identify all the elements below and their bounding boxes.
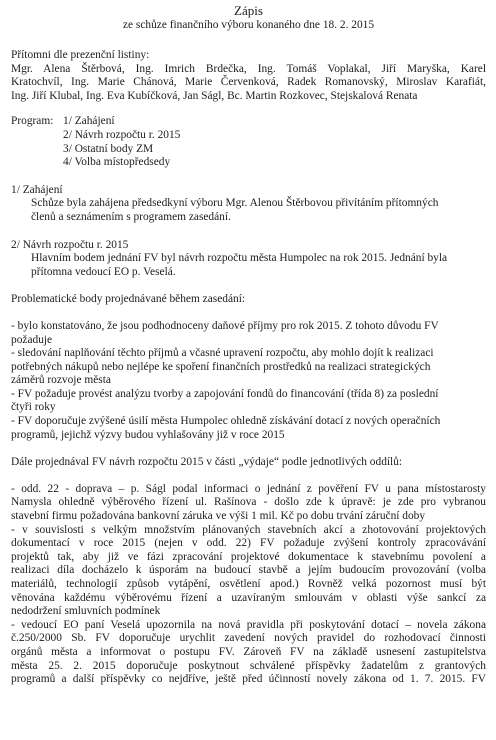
program-item: 3/ Ostatní body ZM <box>63 142 154 155</box>
section-heading: Problematické body projednávané během zasedání: <box>11 293 246 306</box>
further-line: materiálů, technologií způsob vytápění, osvětlení apod.) Rovněž velká pozornost musí být <box>11 578 486 590</box>
attendance-section <box>11 49 486 103</box>
problem-line: - FV doporučuje zvýšené úsilí města Humpolec ohledně získávání dotací z nových operačních <box>11 415 441 428</box>
further-line: - odd. 22 - doprava – p. Ságl podal informaci o jednání z pověření FV u pana místostarosty <box>11 482 486 495</box>
section-opening <box>11 184 486 225</box>
attendance-line: Kratochvíl, Ing. Marie Chánová, Marie Červenková, Radek Romanovský, Miroslav Karafiát, <box>11 76 486 89</box>
attendance-line: Ing. Jiří Klubal, Ing. Eva Kubíčková, Jan Ságl, Bc. Martin Rozkovec, Stejskalová Renata <box>11 89 418 102</box>
section-line: Hlavním bodem jednání FV byl návrh rozpočtu města Humpolec na rok 2015. Jednání byla <box>31 252 448 265</box>
problem-line: čtyři roky <box>11 401 56 414</box>
problem-line: požaduje <box>11 333 53 346</box>
further-line: realizaci díla docházelo k úsporám na budoucí stavbě a jejím budoucím provozování (volba <box>11 564 486 577</box>
further-line: dokumentací v roce 2015 (nejen v odd. 22) FV požaduje zvýšení kontroly zpracovávání <box>11 537 486 550</box>
problem-line: - bylo konstatováno, že jsou podhodnoceny daňové příjmy pro rok 2015. Z tohoto důvodu FV <box>11 319 439 332</box>
further-line: projektů tak, aby již ve fázi zpracování projektové dokumentace k stavebnímu povolení a <box>11 550 486 563</box>
further-line: - vedoucí EO paní Veselá upozornila na nová pravidla při poskytování dotací – novela zákona <box>11 618 486 631</box>
section-budget <box>11 239 486 280</box>
attendance-line: Mgr. Alena Štěrbová, Ing. Imrich Brdečka, Ing. Tomáš Voplakal, Jiří Maryška, Karel <box>11 62 486 75</box>
program-section <box>11 115 486 169</box>
section-line: Schůze byla zahájena předsedkyní výboru Mgr. Alenou Štěrbovou přivítáním přítomných <box>31 197 439 210</box>
problem-line: záměrů rozvoje města <box>11 374 111 387</box>
problem-line: - FV požaduje provést analýzu tvorby a zapojování fondů do financování (třída 8) za poslední <box>11 387 439 400</box>
section-heading: 1/ Zahájení <box>11 183 63 196</box>
program-label: Program: <box>11 115 54 128</box>
problem-line: potřebných nákupů nebo nejlépe ke spoření finančních prostředků na realizaci strategických <box>11 360 431 373</box>
program-item: 2/ Návrh rozpočtu r. 2015 <box>63 128 181 141</box>
further-line: - v souvislosti s velkým množstvím plánovaných stavebních akcí a zhotovování projektových <box>11 523 486 536</box>
problem-line: programů, jejichž výzvy budou vyhlašovány již v roce 2015 <box>11 428 285 441</box>
further-line: č.250/2000 Sb. FV doporučuje urychlit zavedení nových pravidel do rozhodovací činnosti <box>11 632 486 645</box>
document-title: Zápis <box>234 3 263 18</box>
document-subtitle: ze schůze finančního výboru konaného dne 18. 2. 2015 <box>122 19 375 31</box>
section-line: přítomna vedoucí EO p. Veselá. <box>31 265 176 278</box>
further-line: stavební firmu požadována bankovní záruka ve výši 1 mil. Kč po dobu trvání záruční doby <box>11 510 426 523</box>
further-line: nedodržení smluvních podmínek <box>11 605 161 618</box>
further-line: města 25. 2. 2015 doporučuje poskytnout schválené příspěvky žadatelům z grantových <box>11 659 486 672</box>
further-line: Namysla ohledně výběrového řízení ul. Rašínova - došlo zde k úpravě: je zde pro vybranou <box>11 496 486 509</box>
program-row <box>11 115 486 129</box>
program-item: 4/ Volba místopředsedy <box>63 156 171 169</box>
further-line: programů a další příspěvky co nejdříve, ještě před účinností novely zákona od 1. 7. 2015. FV <box>11 673 486 686</box>
further-line: orgánů města a informovat o postupu FV. Zároveň FV na základě usnesení zastupitelstva <box>11 645 486 658</box>
problems-section <box>11 293 486 442</box>
section-heading: 2/ Návrh rozpočtu r. 2015 <box>11 238 129 251</box>
program-item: 1/ Zahájení <box>63 115 115 128</box>
section-heading: Dále projednával FV návrh rozpočtu 2015 v části „výdaje“ podle jednotlivých oddílů: <box>11 456 403 469</box>
attendance-label: Přítomni dle prezenční listiny: <box>11 49 150 61</box>
problem-line: - sledování naplňování těchto příjmů a včasné upravení rozpočtu, aby mohlo dojít k realizaci <box>11 347 434 360</box>
section-line: členů a seznámením s programem zasedání. <box>31 210 231 223</box>
further-section <box>11 456 486 687</box>
further-line: věnována každému výběrovému řízení a uzavíraným smlouvám v oblasti výše sankcí za <box>11 591 486 604</box>
